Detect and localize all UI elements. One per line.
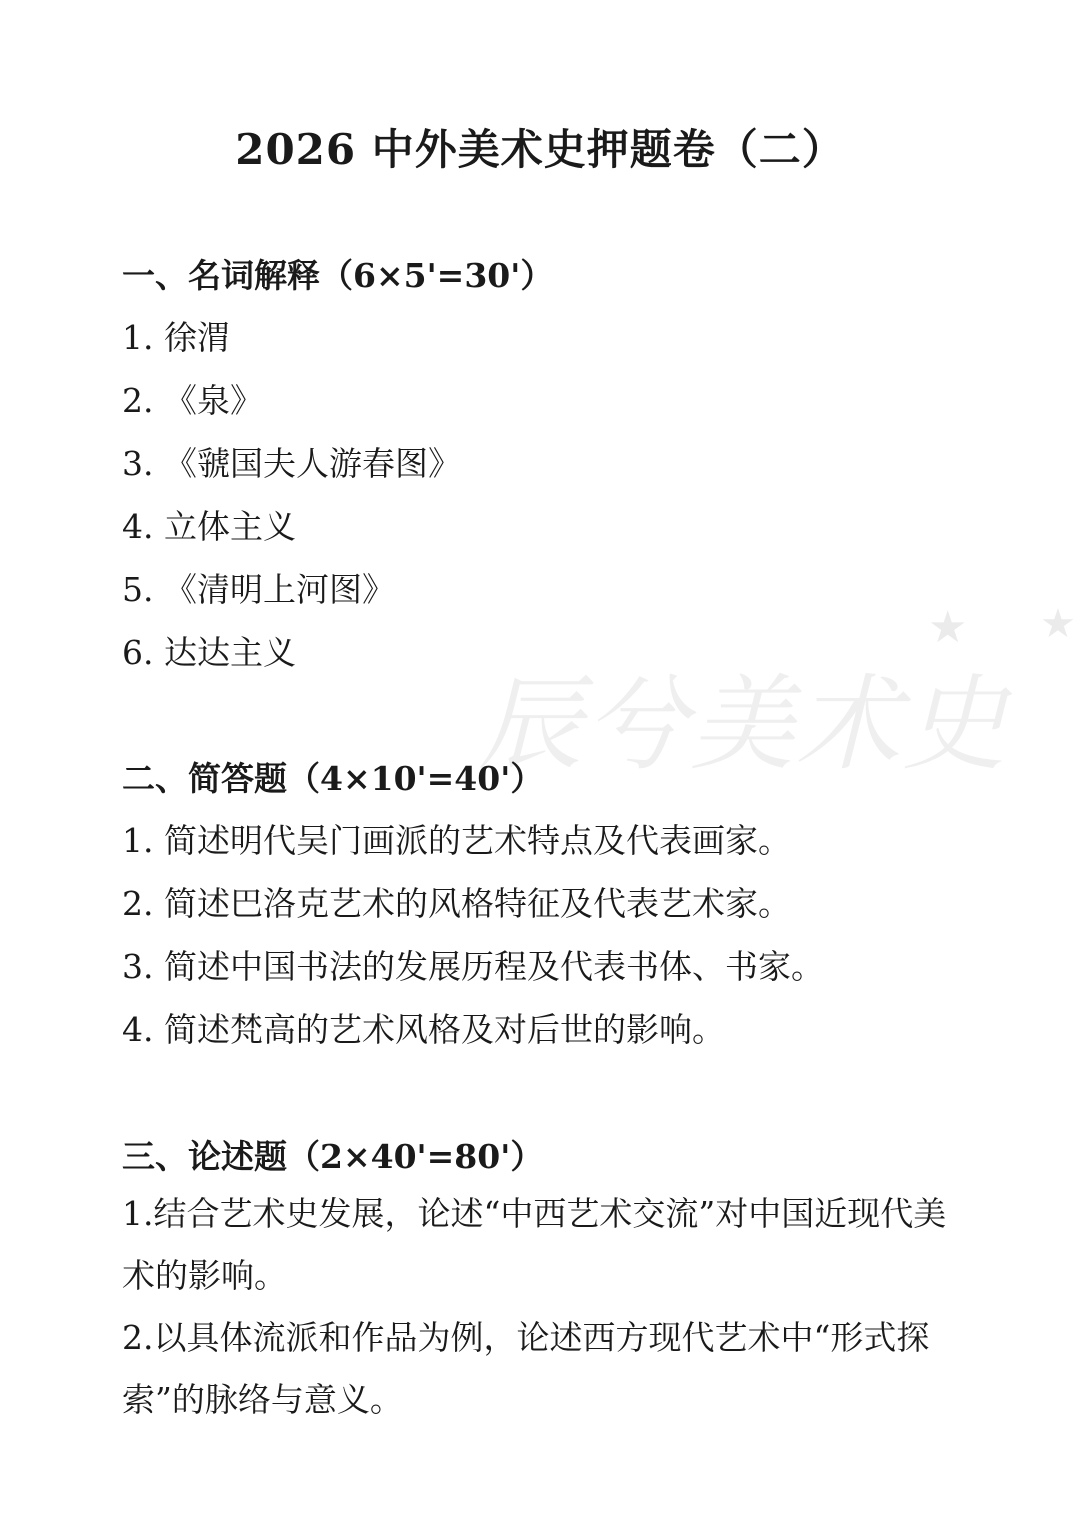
question-item [122,495,982,558]
section-heading: 二、简答题（4×10'=40'） [122,759,544,798]
question-list [122,809,982,1061]
question-text: 立体主义 [164,507,296,546]
question-item [122,432,982,495]
watermark-star-icon: ★ [1040,601,1076,647]
question-text: 《清明上河图》 [164,570,395,609]
question-text: 《虢国夫人游春图》 [164,444,461,483]
question-text: 简述巴洛克艺术的风格特征及代表艺术家。 [164,884,791,923]
section-short-answer [122,755,982,1061]
section-term-definitions [122,252,982,684]
question-number: 3. [122,444,154,483]
question-number: 5. [122,570,154,609]
watermark-star-icon: ★ [928,602,968,653]
question-item [122,809,982,872]
question-text: 《泉》 [164,381,263,420]
question-text: 简述梵高的艺术风格及对后世的影响。 [164,1010,725,1049]
page-title: 2026 中外美术史押题卷（二） [235,125,845,174]
section-heading: 一、名词解释（6×5'=30'） [122,256,554,295]
question-number: 6. [122,633,154,672]
question-list [122,1183,982,1431]
question-item [122,306,982,369]
essay-question: 2.以具体流派和作品为例，论述西方现代艺术中“形式探索”的脉络与意义。 [122,1318,930,1419]
essay-question: 1.结合艺术史发展，论述“中西艺术交流”对中国近现代美术的影响。 [122,1194,947,1295]
question-item [122,558,982,621]
question-text: 简述中国书法的发展历程及代表书体、书家。 [164,947,824,986]
question-number: 1. [122,821,154,860]
question-text: 徐渭 [164,318,230,357]
question-text: 达达主义 [164,633,296,672]
watermark: 辰兮美术史 [478,663,1009,785]
question-number: 3. [122,947,154,986]
question-item [122,935,982,998]
section-essay [122,1133,982,1431]
question-list [122,306,982,684]
question-text: 简述明代吴门画派的艺术特点及代表画家。 [164,821,791,860]
question-number: 2. [122,884,154,923]
question-item [122,621,982,684]
question-number: 1. [122,318,154,357]
section-heading: 三、论述题（2×40'=80'） [122,1137,544,1176]
question-item [122,872,982,935]
question-number: 4. [122,507,154,546]
question-number: 4. [122,1010,154,1049]
question-item [122,998,982,1061]
question-item [122,369,982,432]
question-number: 2. [122,381,154,420]
